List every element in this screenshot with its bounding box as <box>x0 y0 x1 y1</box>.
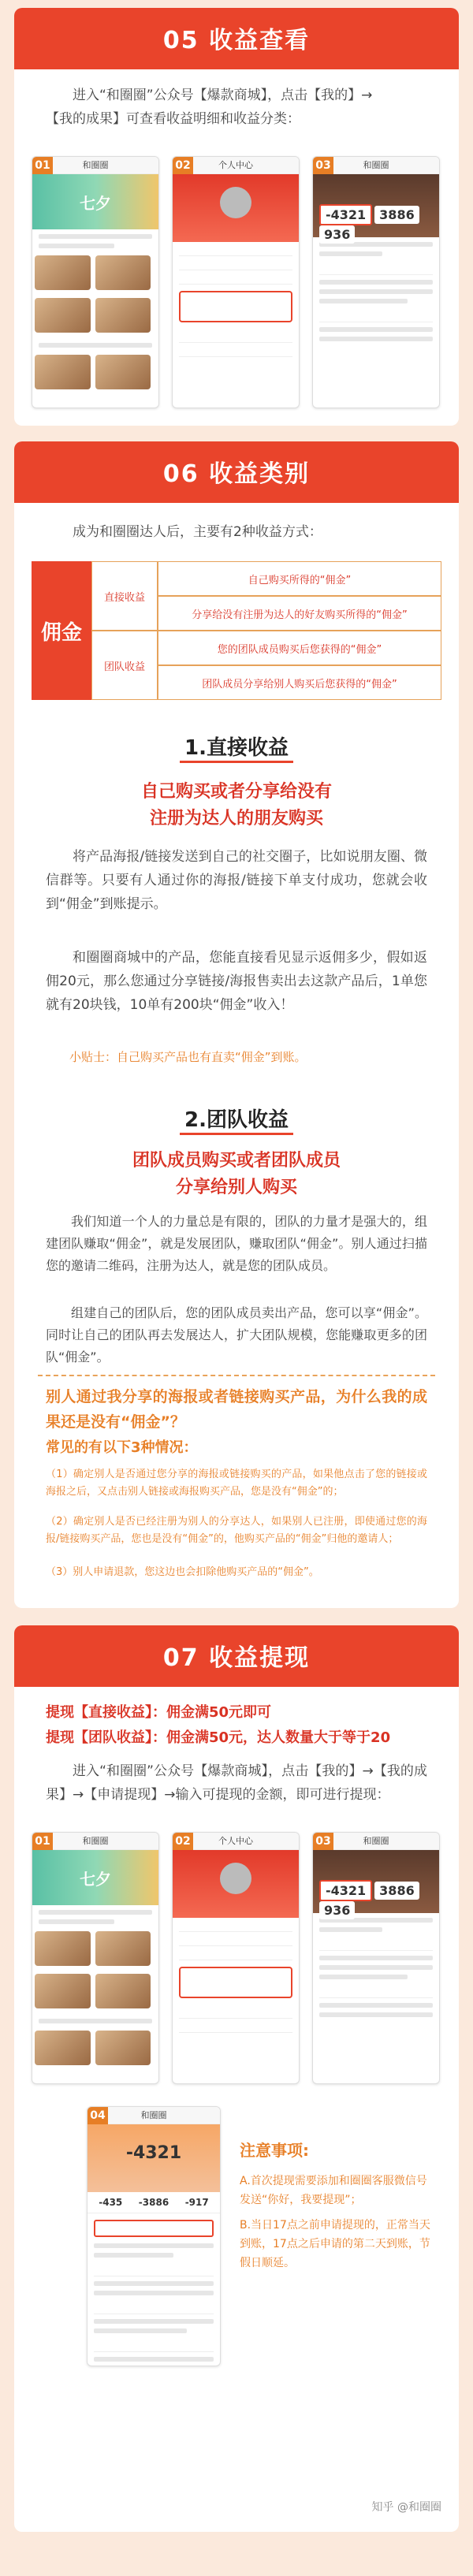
income-type-table <box>32 561 441 700</box>
stat-value: -4321 <box>319 1880 372 1901</box>
notice-heading: 注意事项: <box>240 2141 309 2160</box>
screenshot-results <box>312 1832 440 2084</box>
app-title: 个人中心 <box>173 1833 299 1850</box>
promo-banner: 七夕 <box>32 1850 158 1905</box>
team-income-label: 团队收益 <box>91 631 158 700</box>
notice-item: A.首次提现需要添加和圈圈客服微信号发送“你好，我要提现”； <box>240 2175 427 2206</box>
team-income-heading: 2.团队收益 <box>14 1104 459 1135</box>
step-number: 03 <box>313 1833 333 1850</box>
table-cell: 自己购买所得的“佣金” <box>158 561 441 596</box>
section-05-card <box>14 8 459 426</box>
notice-item: B.当日17点之前申请提现的，正常当天到账，17点之后申请的第二天到账，节假日顺延。 <box>240 2219 430 2269</box>
stat-value: 3886 <box>374 206 419 224</box>
commission-label: 佣金 <box>32 561 91 700</box>
balance-value: -4321 <box>125 2143 182 2163</box>
direct-income-paragraph-2: 和圈圈商城中的产品，您能直接看见显示返佣多少，假如返佣20元，那么您通过分享链接/海报售卖出去这款产品后，1单您就有20块钱，10单有200块“佣金”收入！ <box>46 950 427 1013</box>
avatar <box>220 1863 251 1894</box>
screenshot-withdraw <box>87 2106 221 2366</box>
section-06-intro: 成为和圈圈达人后，主要有2种收益方式： <box>73 524 322 540</box>
app-title: 和圈圈 <box>32 1833 158 1850</box>
step-number: 03 <box>313 157 333 174</box>
faq-reason-2: （2）确定别人是否已经注册为别人的分享达人，如果别人已注册，即使通过您的海报/链接购买产品，您也是没有“佣金”的，他购买产品的“佣金”归他的邀请人； <box>46 1516 427 1545</box>
direct-income-subtitle: 自己购买或者分享给没有 注册为达人的朋友购买 <box>140 782 332 828</box>
intro-line-2: 【我的成果】可查看收益明细和收益分类： <box>46 111 300 127</box>
stat-value: -3886 <box>138 2197 169 2208</box>
watermark: 知乎 @和圈圈 <box>371 2501 441 2514</box>
section-06-header <box>14 441 459 503</box>
direct-income-label: 直接收益 <box>91 561 158 631</box>
withdraw-rule-team: 提现【团队收益】：佣金满50元，达人数量大于等于20 <box>46 1729 391 1746</box>
section-05-header <box>14 8 459 69</box>
screenshot-results <box>312 156 440 408</box>
section-07-card <box>14 1625 459 2532</box>
team-income-subtitle: 团队成员购买或者团队成员 分享给别人购买 <box>132 1151 341 1197</box>
table-cell: 分享给没有注册为达人的好友购买所得的“佣金” <box>158 596 441 631</box>
faq-reason-1: （1）确定别人是否通过您分享的海报或链接购买的产品，如果他点击了您的链接或海报之后，又点击别人链接或海报购买产品，您是没有“佣金”的； <box>46 1469 427 1498</box>
step-number: 01 <box>32 1833 53 1850</box>
withdraw-rule-direct: 提现【直接收益】：佣金满50元即可 <box>46 1704 272 1721</box>
faq-reason-3: （3）别人申请退款，您这边也会扣除他购买产品的“佣金”。 <box>46 1566 319 1578</box>
step-number: 02 <box>173 157 193 174</box>
avatar <box>220 187 251 218</box>
team-income-paragraph-1: 我们知道一个人的力量总是有限的，团队的力量才是强大的，组建团队赚取“佣金”，就是发展团队，赚取团队“佣金”。别人通过扫描您的邀请二维码，注册为达人，就是您的团队成员。 <box>46 1214 427 1273</box>
app-title: 和圈圈 <box>88 2107 220 2124</box>
section-07-title: 07 收益提现 <box>162 1644 311 1672</box>
table-cell: 团队成员分享给别人购买后您获得的“佣金” <box>158 665 441 700</box>
my-results-highlight[interactable] <box>179 1967 292 1998</box>
team-income-paragraph-2: 组建自己的团队后，您的团队成员卖出产品，您可以享“佣金”。同时让自己的团队再去发展达人，扩大团队规模，您能赚取更多的团队“佣金”。 <box>46 1305 427 1364</box>
direct-income-tip: 小贴士：自己购买产品也有直卖“佣金”到账。 <box>69 1050 307 1064</box>
withdraw-button-highlight[interactable] <box>94 2220 214 2237</box>
section-06-title: 06 收益类别 <box>162 460 311 488</box>
intro-line-1: 进入“和圈圈”公众号【爆款商城】，点击【我的】→ <box>73 87 373 103</box>
app-title: 个人中心 <box>173 157 299 174</box>
notice-box <box>240 2138 437 2273</box>
promo-banner: 七夕 <box>32 174 158 229</box>
step-number: 01 <box>32 157 53 174</box>
divider <box>38 1375 435 1376</box>
stat-value: 3886 <box>374 1882 419 1900</box>
stat-value: -917 <box>184 2197 209 2208</box>
stat-value: -435 <box>99 2197 123 2208</box>
faq-question: 别人通过我分享的海报或者链接购买产品，为什么我的成果还是没有“佣金”？ <box>46 1388 427 1431</box>
step-number: 02 <box>173 1833 193 1850</box>
screenshot-home <box>32 156 159 408</box>
section-05-intro <box>46 84 427 131</box>
app-title: 和圈圈 <box>313 157 439 174</box>
stat-value: -4321 <box>319 204 372 225</box>
table-cell: 您的团队成员购买后您获得的“佣金” <box>158 631 441 665</box>
section-07-header <box>14 1625 459 1687</box>
screenshot-home <box>32 1832 159 2084</box>
screenshot-profile <box>172 156 300 408</box>
direct-income-paragraph-1: 将产品海报/链接发送到自己的社交圈子，比如说朋友圈、微信群等。只要有人通过你的海报/链接下单支付成功，您就会收到“佣金”到账提示。 <box>46 849 427 912</box>
faq-reason-intro: 常见的有以下3种情况： <box>46 1439 198 1456</box>
app-title: 和圈圈 <box>32 157 158 174</box>
app-title: 和圈圈 <box>313 1833 439 1850</box>
step-number: 04 <box>88 2107 108 2124</box>
stat-value: 936 <box>319 1901 355 1919</box>
my-results-highlight[interactable] <box>179 291 292 322</box>
direct-income-heading: 1.直接收益 <box>14 731 459 763</box>
section-05-title: 05 收益查看 <box>162 27 311 54</box>
screenshot-profile <box>172 1832 300 2084</box>
section-07-intro: 进入“和圈圈”公众号【爆款商城】，点击【我的】→【我的成果】→【申请提现】→输入可提现的金额，即可进行提现： <box>46 1763 427 1803</box>
section-06-card <box>14 441 459 1608</box>
stat-value: 936 <box>319 225 355 244</box>
